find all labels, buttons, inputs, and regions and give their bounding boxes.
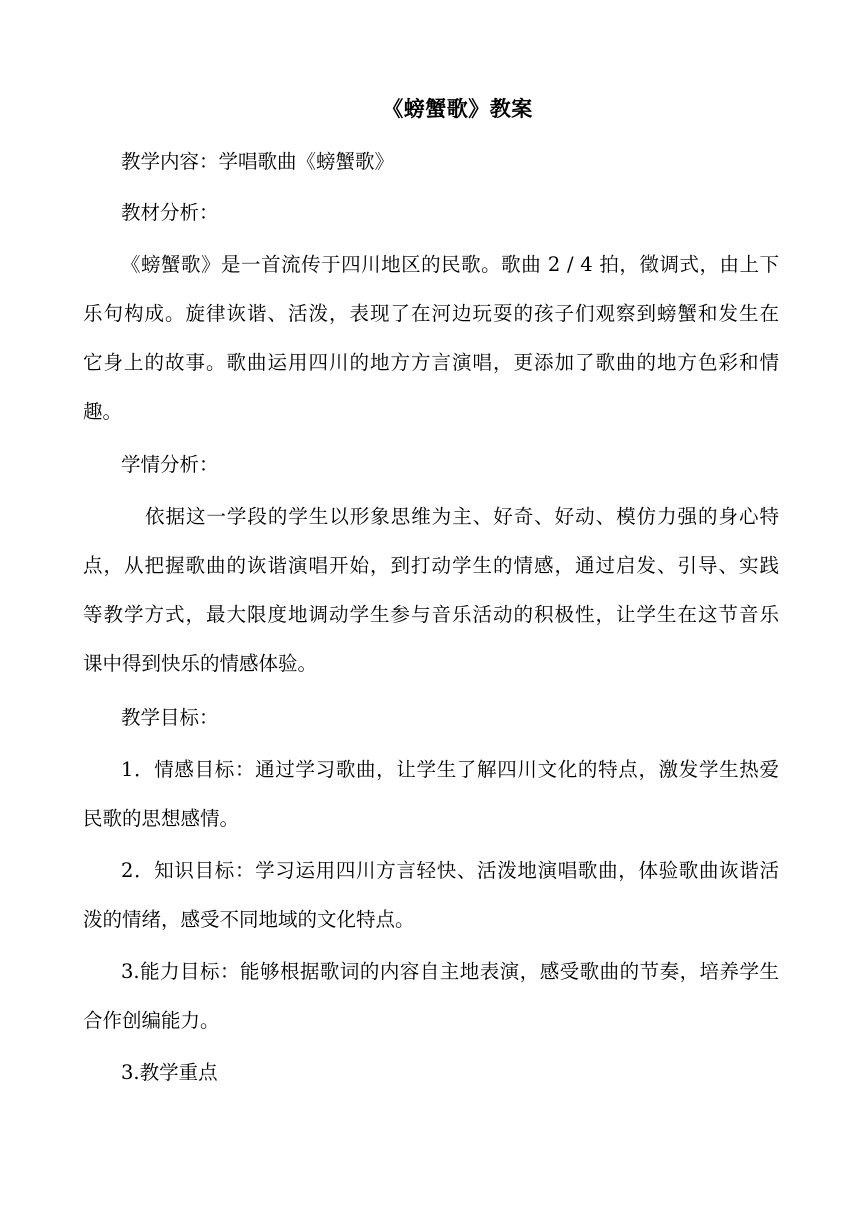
analysis-line-4: 趣。 [83,400,123,423]
goal-1-line-2: 民歌的思想感情。 [83,807,240,830]
content-paragraph [83,145,779,194]
analysis-line-1: 《螃蟹歌》是一首流传于四川地区的民歌。歌曲 2 / 4 拍，徵调式，由上下 [121,253,779,276]
students-line-2: 点，从把握歌曲的诙谐演唱开始，到打动学生的情感，通过启发、引导、实践 [83,554,779,577]
goal-2-line-1: 2．知识目标：学习运用四川方言轻快、活泼地演唱歌曲，体验歌曲诙谐活 [121,859,779,882]
analysis-paragraph [83,248,779,444]
students-paragraph [83,500,779,696]
content-line: 教学内容：学唱歌曲《螃蟹歌》 [121,150,395,173]
analysis-line-2: 乐句构成。旋律诙谐、活泼，表现了在河边玩耍的孩子们观察到螃蟹和发生在 [83,302,779,325]
analysis-heading: 教材分析： [121,201,219,224]
students-line-4: 课中得到快乐的情感体验。 [83,652,318,675]
goal-3-line-1: 3.能力目标：能够根据歌词的内容自主地表演，感受歌曲的节奏，培养学生 [121,960,779,983]
goal-2-paragraph [83,854,779,952]
document-title: 《螃蟹歌》教案 [382,96,533,121]
students-line-1: 依据这一学段的学生以形象思维为主、好奇、好动、模仿力强的身心特 [145,505,779,528]
goal-2-line-2: 泼的情绪，感受不同地域的文化特点。 [83,908,415,931]
students-line-3: 等教学方式，最大限度地调动学生参与音乐活动的积极性，让学生在这节音乐 [83,603,779,626]
goals-heading-paragraph [83,701,779,750]
key-heading: 3.教学重点 [121,1061,218,1084]
students-heading: 学情分析： [121,453,219,476]
goal-3-paragraph [83,955,779,1053]
goals-heading: 教学目标： [121,706,219,729]
goal-1-paragraph [83,753,779,851]
students-heading-paragraph [83,448,779,497]
analysis-heading-paragraph [83,196,779,245]
goal-3-line-2: 合作创编能力。 [83,1009,220,1032]
key-heading-paragraph [83,1056,779,1105]
analysis-line-3: 它身上的故事。歌曲运用四川的地方方言演唱，更添加了歌曲的地方色彩和情 [83,351,779,374]
goal-1-line-1: 1．情感目标：通过学习歌曲，让学生了解四川文化的特点，激发学生热爱 [121,758,779,781]
